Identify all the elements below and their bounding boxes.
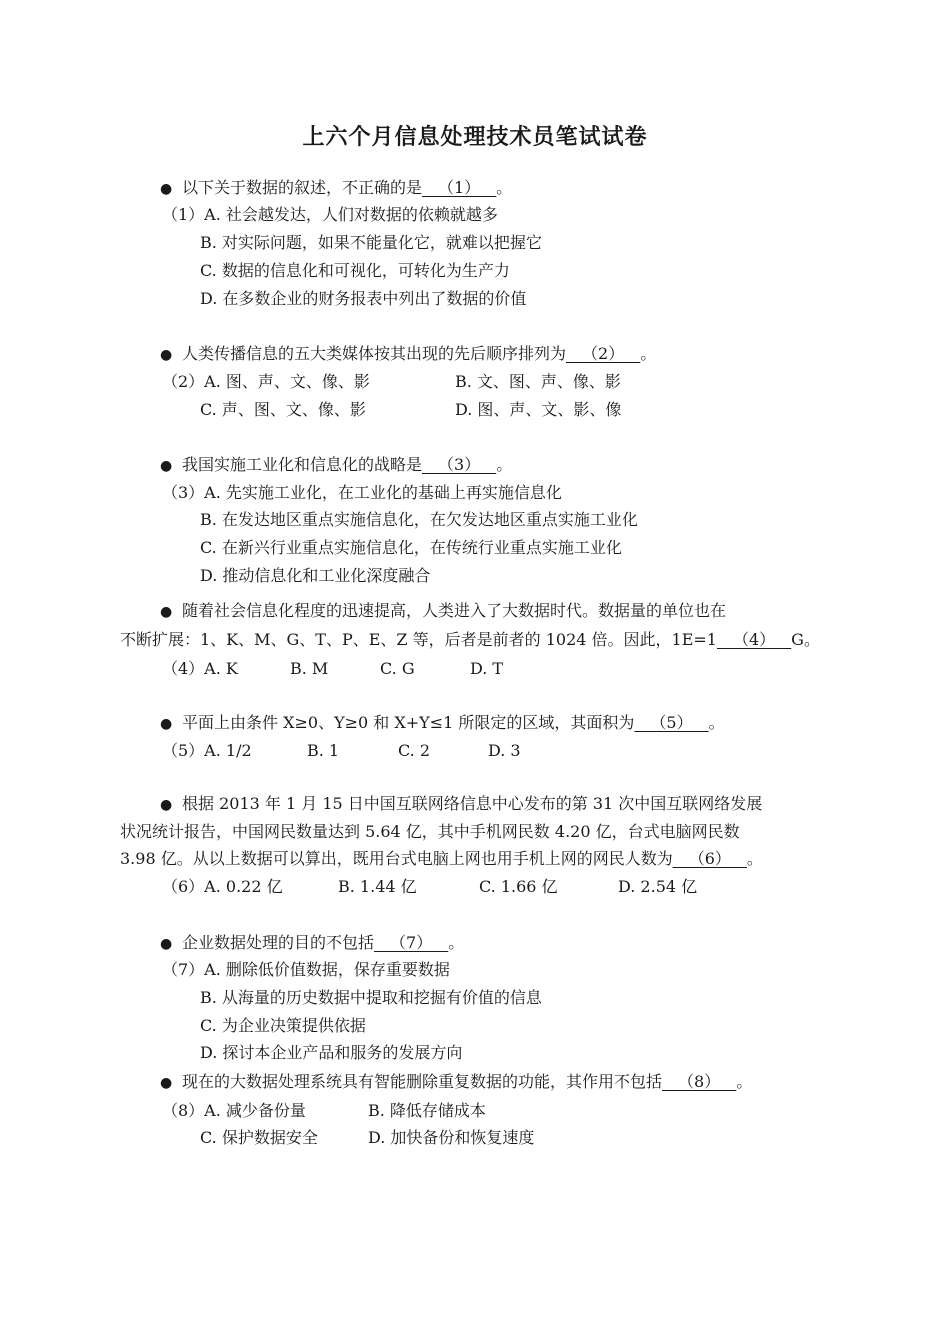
question-6-stem-cont: 状况统计报告，中国网民数量达到 5.64 亿，其中手机网民数 4.20 亿，台式电脑网民数	[120, 822, 740, 841]
answer-blank: __（7）__	[374, 933, 449, 952]
option-6c: C. 1.66 亿	[479, 877, 558, 896]
option-1b: B. 对实际问题，如果不能量化它，就难以把握它	[200, 233, 542, 252]
question-7-stem: ● 企业数据处理的目的不包括__（7）__。	[160, 933, 465, 952]
option-3c: C. 在新兴行业重点实施信息化，在传统行业重点实施工业化	[200, 538, 622, 557]
bullet-icon: ●	[160, 716, 173, 732]
question-4-stem: ● 随着社会信息化程度的迅速提高，人类进入了大数据时代。数据量的单位也在	[160, 601, 727, 620]
option-7c: C. 为企业决策提供依据	[200, 1016, 366, 1035]
question-2-stem: ● 人类传播信息的五大类媒体按其出现的先后顺序排列为__（2）__。	[160, 344, 657, 363]
option-2b: B. 文、图、声、像、影	[455, 372, 621, 391]
option-7b: B. 从海量的历史数据中提取和挖掘有价值的信息	[200, 988, 542, 1007]
answer-blank: __（1）__	[422, 178, 497, 197]
question-1-stem: ● 以下关于数据的叙述，不正确的是__（1）__。	[160, 178, 513, 197]
option-4a: （4）A. K	[162, 659, 238, 678]
bullet-icon: ●	[160, 1075, 173, 1091]
option-4c: C. G	[380, 659, 415, 678]
option-1c: C. 数据的信息化和可视化，可转化为生产力	[200, 261, 510, 280]
question-5-stem: ● 平面上由条件 X≥0、Y≥0 和 X+Y≤1 所限定的区域，其面积为__（5）__。	[160, 713, 725, 732]
answer-blank: __（3）__	[422, 455, 497, 474]
option-7a: （7）A. 删除低价值数据，保存重要数据	[162, 960, 450, 979]
option-4d: D. T	[470, 659, 504, 678]
option-8a: （8）A. 减少备份量	[162, 1101, 306, 1120]
option-1d: D. 在多数企业的财务报表中列出了数据的价值	[200, 289, 527, 308]
option-3b: B. 在发达地区重点实施信息化，在欠发达地区重点实施工业化	[200, 510, 638, 529]
option-3a: （3）A. 先实施工业化，在工业化的基础上再实施信息化	[162, 483, 562, 502]
bullet-icon: ●	[160, 458, 173, 474]
bullet-icon: ●	[160, 936, 173, 952]
option-4b: B. M	[290, 659, 329, 678]
bullet-icon: ●	[160, 347, 173, 363]
question-6-stem: ● 根据 2013 年 1 月 15 日中国互联网络信息中心发布的第 31 次中国互联网络发展	[160, 794, 763, 813]
option-2a: （2）A. 图、声、文、像、影	[162, 372, 370, 391]
option-5c: C. 2	[398, 741, 431, 760]
option-8d: D. 加快备份和恢复速度	[368, 1128, 535, 1147]
option-8c: C. 保护数据安全	[200, 1128, 318, 1147]
option-5a: （5）A. 1/2	[162, 741, 252, 760]
bullet-icon: ●	[160, 797, 173, 813]
answer-blank: __（5）__	[634, 713, 709, 732]
option-2c: C. 声、图、文、像、影	[200, 400, 366, 419]
option-5b: B. 1	[307, 741, 340, 760]
option-6d: D. 2.54 亿	[618, 877, 698, 896]
bullet-icon: ●	[160, 604, 173, 620]
page-title: 上六个月信息处理技术员笔试试卷	[302, 125, 648, 150]
option-2d: D. 图、声、文、影、像	[455, 400, 622, 419]
answer-blank: __（6）__	[672, 849, 747, 868]
answer-blank: __（4）__	[716, 630, 792, 649]
option-1a: （1）A. 社会越发达，人们对数据的依赖就越多	[162, 205, 498, 224]
question-8-stem: ● 现在的大数据处理系统具有智能删除重复数据的功能，其作用不包括__（8）__。	[160, 1072, 753, 1091]
option-3d: D. 推动信息化和工业化深度融合	[200, 566, 431, 585]
bullet-icon: ●	[160, 181, 173, 197]
option-5d: D. 3	[488, 741, 521, 760]
option-8b: B. 降低存储成本	[368, 1101, 486, 1120]
question-3-stem: ● 我国实施工业化和信息化的战略是__（3）__。	[160, 455, 513, 474]
option-6a: （6）A. 0.22 亿	[162, 877, 283, 896]
option-7d: D. 探讨本企业产品和服务的发展方向	[200, 1043, 463, 1062]
question-6-stem-cont: 3.98 亿。从以上数据可以算出，既用台式电脑上网也用手机上网的网民人数为__（6）__。	[120, 849, 763, 868]
answer-blank: __（2）__	[566, 344, 641, 363]
option-6b: B. 1.44 亿	[338, 877, 417, 896]
answer-blank: __（8）__	[662, 1072, 737, 1091]
question-4-stem-cont: 不断扩展：1、K、M、G、T、P、E、Z 等，后者是前者的 1024 倍。因此，1E=1__（4）__G。	[120, 630, 820, 649]
